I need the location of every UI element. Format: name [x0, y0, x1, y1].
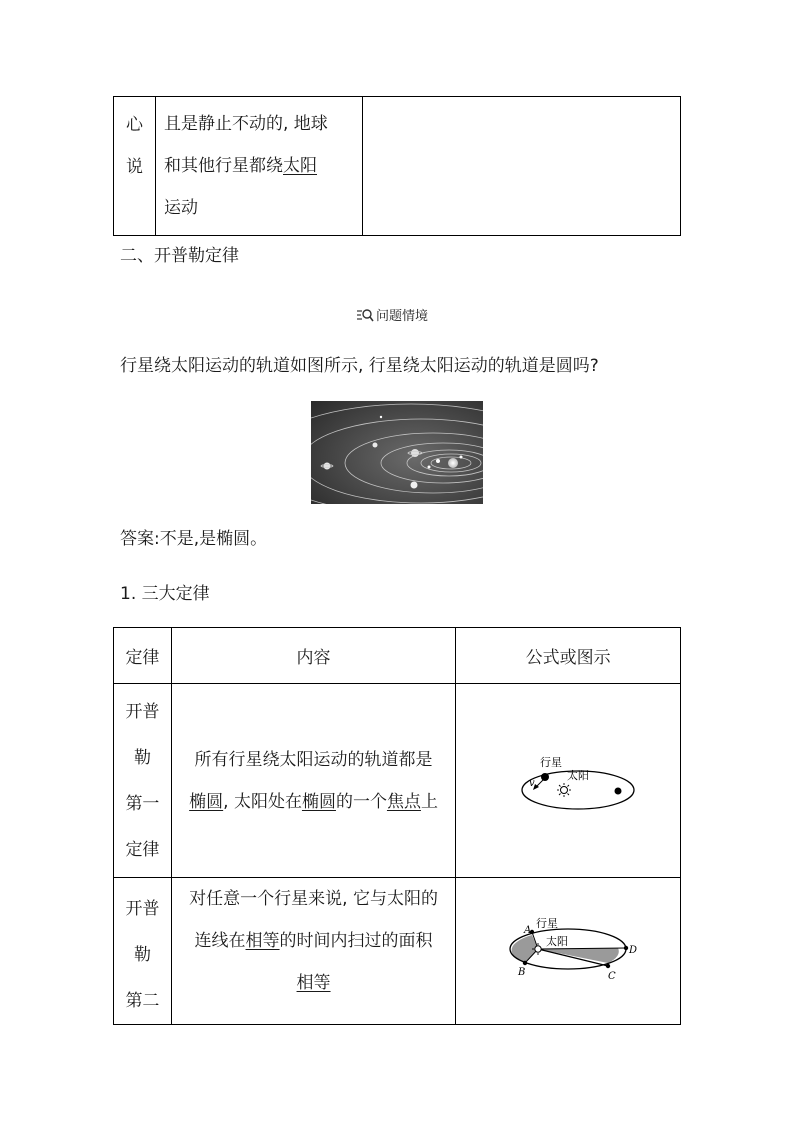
point-d-label: D: [629, 945, 638, 956]
planet-dot: [541, 773, 549, 781]
point-b-label: B: [518, 967, 526, 978]
law-content-line: 相等: [296, 973, 331, 993]
sun-icon: [557, 783, 571, 797]
theory-label-char: 心: [126, 115, 143, 135]
empty-cell: [363, 97, 681, 236]
point-c-label: C: [608, 971, 616, 982]
law-name-line: 勒: [133, 747, 151, 768]
law-name-line: 定律: [125, 839, 160, 860]
header-formula: 公式或图示: [456, 628, 681, 684]
law-name-line: 开普: [125, 899, 160, 919]
ellipse-orbit-diagram: [498, 746, 638, 816]
planet-label: 行星: [536, 917, 559, 930]
law2-name-cell: [114, 878, 172, 1025]
theory-label-cell: [114, 97, 156, 236]
area-law-diagram: [498, 911, 638, 991]
scenario-badge-label: 问题情境: [376, 309, 429, 324]
table-header-row: [114, 628, 681, 684]
sun-label: 太阳: [567, 768, 590, 782]
law1-content-cell: [171, 684, 455, 878]
law1-diagram-cell: [456, 684, 681, 878]
law-content-line: 椭圆, 太阳处在椭圆的一个焦点上: [189, 791, 438, 812]
answer-text: 答案:不是,是椭圆。: [120, 529, 268, 549]
theory-line: 运动: [164, 198, 198, 218]
law-name-line: 第一: [125, 793, 160, 814]
theory-line: 和其他行星都绕太阳: [164, 156, 317, 176]
planet-label: 行星: [540, 755, 563, 769]
law-content-line: 连线在相等的时间内扫过的面积: [194, 931, 433, 951]
table-row: [114, 878, 681, 1025]
header-law: 定律: [114, 628, 172, 684]
table-row: [114, 97, 681, 236]
magnifier-icon: [356, 308, 374, 322]
law-name-line: 勒: [133, 945, 151, 965]
point-a-label: A: [524, 925, 532, 936]
law-name-line: 开普: [125, 701, 160, 722]
law2-diagram-cell: [456, 878, 681, 1025]
law2-content-cell: [171, 878, 455, 1025]
geocentric-table: [113, 96, 681, 236]
velocity-label: v: [529, 777, 535, 789]
scenario-badge: [356, 305, 428, 324]
law1-name-cell: [114, 684, 172, 878]
theory-label-char: 说: [126, 157, 143, 177]
subheading: 1. 三大定律: [120, 584, 210, 604]
theory-line: 且是静止不动的, 地球: [164, 114, 328, 134]
question-text: 行星绕太阳运动的轨道如图所示, 行星绕太阳运动的轨道是圆吗?: [120, 356, 599, 376]
section-heading: 二、开普勒定律: [120, 246, 239, 266]
solar-system-image: [311, 401, 483, 504]
law-content-line: 所有行星绕太阳运动的轨道都是: [194, 749, 433, 770]
table-row: [114, 684, 681, 878]
law-content-line: 对任意一个行星来说, 它与太阳的: [189, 889, 438, 909]
theory-content-cell: [156, 97, 363, 236]
sun-label: 太阳: [546, 935, 569, 948]
laws-table: [113, 627, 681, 1025]
focus-dot: [615, 787, 622, 794]
header-content: 内容: [171, 628, 455, 684]
law-name-line: 第二: [125, 991, 160, 1011]
